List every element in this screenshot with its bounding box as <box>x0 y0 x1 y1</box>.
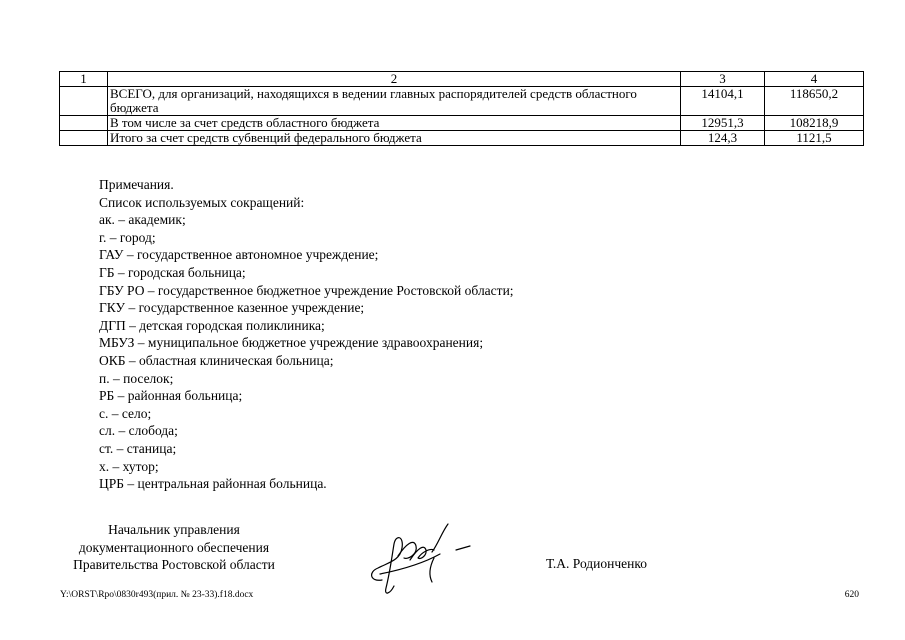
header-cell-4: 4 <box>765 72 864 87</box>
abbreviation-item: ДГП – детская городская поликлиника; <box>99 317 325 333</box>
row-name-cell: В том числе за счет средств областного бюджета <box>108 116 681 131</box>
notes-title: Примечания. <box>99 177 174 192</box>
abbreviation-item: ак. – академик; <box>99 212 186 228</box>
header-cell-2: 2 <box>108 72 681 87</box>
abbreviation-item: г. – город; <box>99 229 156 245</box>
abbreviation-item: ГБУ РО – государственное бюджетное учреждение Ростовской области; <box>99 282 514 298</box>
abbreviation-item: ГКУ – государственное казенное учреждение; <box>99 300 365 316</box>
row-value-col3: 14104,1 <box>681 87 765 116</box>
signer-name: Т.А. Родионченко <box>546 556 647 571</box>
position-line: Начальник управления <box>108 522 240 537</box>
abbreviation-item: п. – поселок; <box>99 370 174 386</box>
row-name-cell: ВСЕГО, для организаций, находящихся в ведении главных распорядителей средств областного бюджета <box>108 87 681 116</box>
abbreviation-item: ЦРБ – центральная районная больница. <box>99 476 327 492</box>
position-line: документационного обеспечения <box>78 539 270 555</box>
abbreviation-item: МБУЗ – муниципальное бюджетное учреждение здравоохранения; <box>99 335 484 351</box>
handwritten-signature <box>360 510 480 600</box>
table-row <box>60 116 864 131</box>
abbreviation-item: ст. – станица; <box>99 440 177 456</box>
row-value-col4: 108218,9 <box>765 116 864 131</box>
table-row <box>60 131 864 146</box>
abbreviation-item: сл. – слобода; <box>99 423 178 439</box>
notes-subtitle: Список используемых сокращений: <box>99 194 305 210</box>
row-value-col3: 124,3 <box>681 131 765 146</box>
abbreviation-item: с. – село; <box>99 405 152 421</box>
row-number-cell <box>60 131 108 146</box>
row-name-cell: Итого за счет средств субвенций федерального бюджета <box>108 131 681 146</box>
file-path: Y:\ORST\Rpo\0830r493(прил. № 23-33).f18.docx <box>60 590 254 600</box>
abbreviation-item: ОКБ – областная клиническая больница; <box>99 352 334 368</box>
header-cell-3: 3 <box>681 72 765 87</box>
signatory-position <box>60 521 288 574</box>
table-header-row <box>60 72 864 87</box>
budget-table-container <box>59 71 863 146</box>
row-value-col4: 1121,5 <box>765 131 864 146</box>
budget-table <box>59 71 864 146</box>
abbreviation-item: х. – хутор; <box>99 458 159 474</box>
row-number-cell <box>60 87 108 116</box>
page-number: 620 <box>844 590 859 600</box>
table-row <box>60 87 864 116</box>
position-line: Правительства Ростовской области <box>73 557 275 572</box>
row-value-col4: 118650,2 <box>765 87 864 116</box>
row-value-col3: 12951,3 <box>681 116 765 131</box>
abbreviation-item: РБ – районная больница; <box>99 388 243 404</box>
notes-section <box>99 176 514 493</box>
abbreviation-item: ГАУ – государственное автономное учреждение; <box>99 247 379 263</box>
abbreviation-item: ГБ – городская больница; <box>99 264 246 280</box>
row-number-cell <box>60 116 108 131</box>
header-cell-1: 1 <box>60 72 108 87</box>
